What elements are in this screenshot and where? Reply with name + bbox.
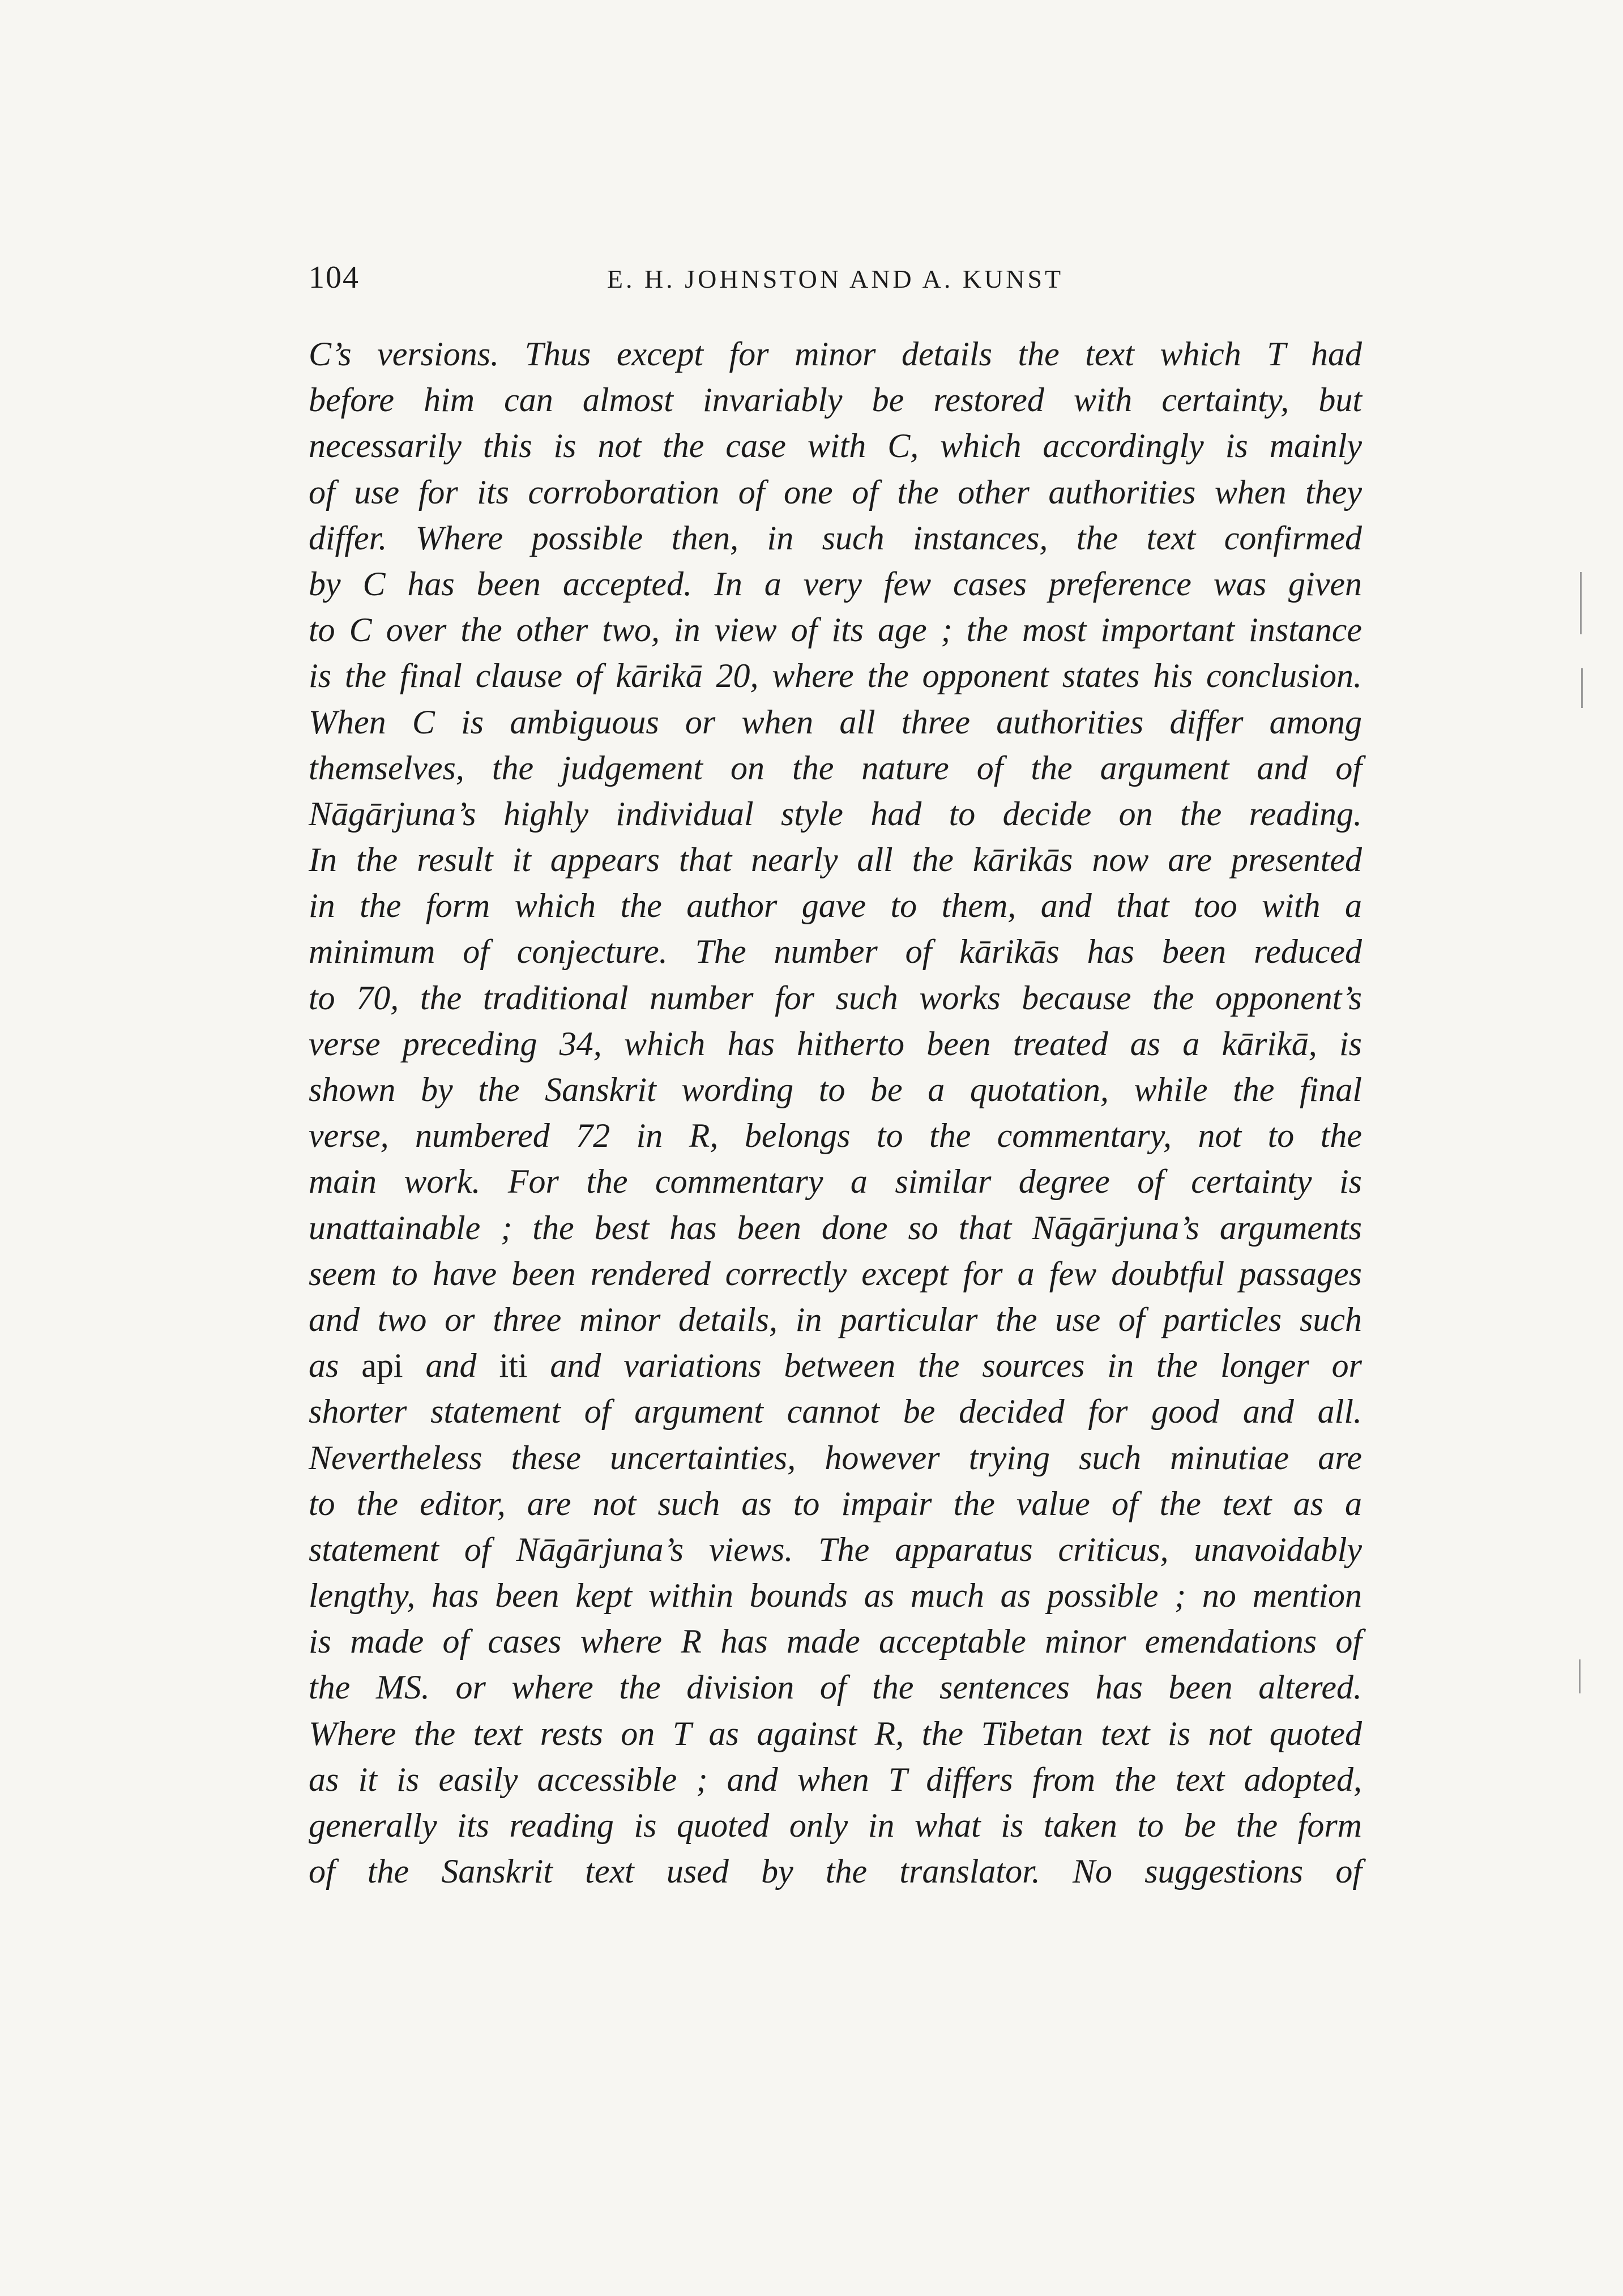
text-line: main work. For the commentary a similar degree of certainty is	[309, 1163, 1362, 1201]
running-head: E. H. JOHNSTON AND A. KUNST	[607, 264, 1064, 293]
text-line: of the Sanskrit text used by the translator. No suggestions of	[309, 1853, 1362, 1890]
text-line: lengthy, has been kept within bounds as much as possible ; no mention	[309, 1577, 1362, 1615]
text-line: statement of Nāgārjuna’s views. The apparatus criticus, unavoidably	[309, 1530, 1362, 1568]
text-line: In the result it appears that nearly all the kārikās now are presented	[309, 841, 1362, 879]
text-line: and two or three minor details, in particular the use of particles such	[309, 1300, 1362, 1338]
page-number: 104	[309, 260, 360, 295]
italic-segment: and variations between the sources in the longer or	[550, 1347, 1363, 1385]
text-line: unattainable ; the best has been done so that Nāgārjuna’s arguments	[309, 1209, 1362, 1247]
text-line: to C over the other two, in view of its age ; the most important instance	[309, 611, 1362, 649]
text-line: is made of cases where R has made acceptable minor emendations of	[309, 1623, 1362, 1661]
text-line: to the editor, are not such as to impair the value of the text as a	[309, 1484, 1362, 1522]
text-line: is the final clause of kārikā 20, where the opponent states his conclusion.	[309, 657, 1362, 695]
text-line: necessarily this is not the case with C, which accordingly is mainly	[309, 427, 1362, 465]
text-line: the MS. or where the division of the sentences has been altered.	[309, 1668, 1362, 1706]
scan-artifact	[1580, 572, 1582, 634]
text-line: verse, numbered 72 in R, belongs to the commentary, not to the	[309, 1117, 1362, 1155]
text-line: generally its reading is quoted only in what is taken to be the form	[309, 1807, 1362, 1844]
text-line: C’s versions. Thus except for minor details the text which T had	[309, 335, 1362, 373]
italic-segment: and	[425, 1347, 477, 1385]
text-line: Nevertheless these uncertainties, however trying such minutiae are	[309, 1439, 1362, 1476]
text-line: verse preceding 34, which has hitherto been treated as a kārikā, is	[309, 1025, 1362, 1062]
roman-word: api	[361, 1347, 403, 1385]
text-line: shown by the Sanskrit wording to be a quotation, while the final	[309, 1071, 1362, 1108]
text-line: as it is easily accessible ; and when T differs from the text adopted,	[309, 1760, 1362, 1798]
text-line: shorter statement of argument cannot be decided for good and all.	[309, 1393, 1362, 1431]
text-line: before him can almost invariably be restored with certainty, but	[309, 381, 1362, 419]
text-line: of use for its corroboration of one of the other authorities when they	[309, 473, 1362, 511]
roman-word: iti	[499, 1347, 528, 1385]
scan-artifact	[1579, 1659, 1581, 1693]
text-line: by C has been accepted. In a very few cases preference was given	[309, 565, 1362, 603]
text-line: Where the text rests on T as against R, the Tibetan text is not quoted	[309, 1714, 1362, 1752]
scan-artifact	[1581, 668, 1583, 708]
text-line: differ. Where possible then, in such instances, the text confirmed	[309, 519, 1362, 557]
text-line: When C is ambiguous or when all three authorities differ among	[309, 703, 1362, 741]
text-line: minimum of conjecture. The number of kārikās has been reduced	[309, 933, 1362, 971]
italic-segment: as	[309, 1347, 339, 1385]
text-line-mixed	[309, 1343, 1362, 1389]
text-line: themselves, the judgement on the nature of the argument and of	[309, 749, 1362, 787]
text-line: to 70, the traditional number for such works because the opponent’s	[309, 979, 1362, 1017]
text-line: seem to have been rendered correctly except for a few doubtful passages	[309, 1254, 1362, 1292]
body-paragraph	[309, 331, 1362, 1894]
text-line: in the form which the author gave to them, and that too with a	[309, 887, 1362, 925]
text-line: Nāgārjuna’s highly individual style had to decide on the reading.	[309, 795, 1362, 833]
page-header	[309, 259, 1362, 305]
